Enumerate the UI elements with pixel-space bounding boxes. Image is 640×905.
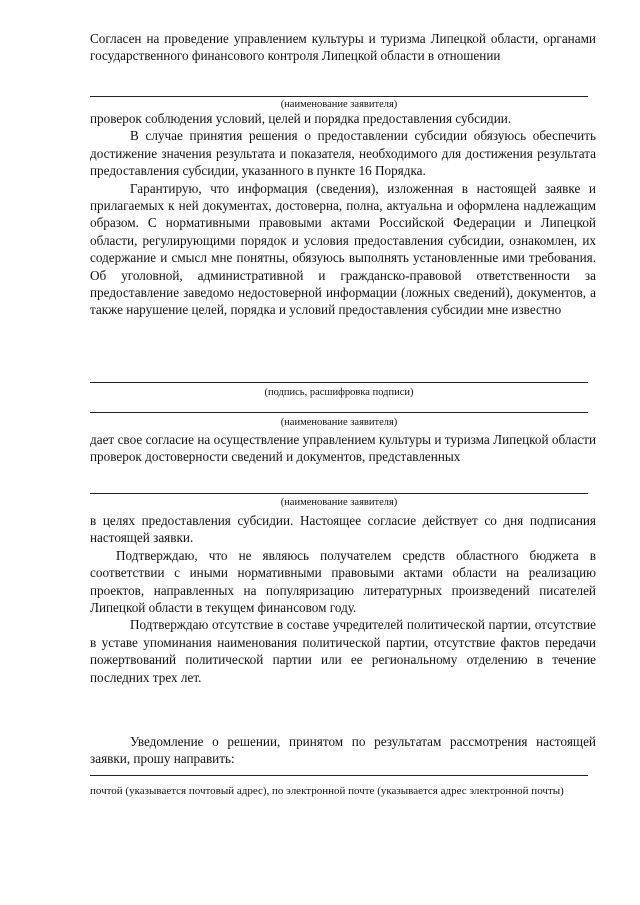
purpose-text: в целях предоставления субсидии. Настоящее согласие действует со дня подписания настоящей заявки. bbox=[90, 513, 596, 546]
guarantee-paragraph: Гарантирую, что информация (сведения), изложенная в настоящей заявке и прилагаемых к ней документах, достоверна, полна, актуальна и оформлена надлежащим образом. С нормативными правовыми актами Российской Федерации и Липецкой области, регулирующими порядок и условия предоставления субсидии, ознакомлен, их содержание и смысл мне понятны, обязуюсь выполнять установленные ими требования. Об уголовной, административной и гражданско-правовой ответственности за предоставление заведомо недостоверной информации (ложных сведений), документов, а также нарушение целей, порядка и условий предоставления субсидии мне известно bbox=[90, 180, 596, 318]
party-confirmation-paragraph: Подтверждаю отсутствие в составе учредителей политической партии, отсутствие в уставе упоминания наименования политической партии, отсутствие фактов передачи пожертвований политической партии или ее региональному отделению в течение последних трех лет. bbox=[90, 617, 596, 685]
notice-paragraph-block bbox=[90, 733, 596, 768]
consent-text: дает свое согласие на осуществление управлением культуры и туризма Липецкой области проверок достоверности сведений и документов, представленных bbox=[90, 432, 596, 465]
notice-paragraph: Уведомление о решении, принятом по результатам рассмотрения настоящей заявки, прошу направить: bbox=[90, 734, 596, 767]
delivery-note: почтой (указывается почтовый адрес), по электронной почте (указывается адрес электронной почты) bbox=[90, 785, 564, 797]
signature-caption: (подпись, расшифровка подписи) bbox=[264, 387, 414, 398]
delivery-address-line[interactable] bbox=[90, 775, 588, 776]
applicant-caption-2: (наименование заявителя) bbox=[280, 417, 398, 428]
applicant-caption-3: (наименование заявителя) bbox=[280, 497, 398, 508]
budget-confirmation-paragraph: Подтверждаю, что не являюсь получателем средств областного бюджета в соответствии с иными нормативными правовыми актами области на реализацию проектов, направленных на популяризацию литературных произведений писателей Липецкой области в текущем финансовом году. bbox=[90, 547, 596, 616]
result-paragraph: В случае принятия решения о предоставлении субсидии обязуюсь обеспечить достижение значения результата и показателя, необходимого для достижения результата предоставления субсидии, указанного в пункте 16 Порядка. bbox=[90, 128, 596, 179]
applicant-name-line-1[interactable] bbox=[90, 96, 588, 97]
checks-text: проверок соблюдения условий, целей и порядка предоставления субсидии. bbox=[90, 111, 512, 126]
checks-and-guarantee-block bbox=[90, 110, 596, 319]
intro-text: Согласен на проведение управлением культуры и туризма Липецкой области, органами государственного финансового контроля Липецкой области в отношении bbox=[90, 31, 596, 64]
applicant-caption-1: (наименование заявителя) bbox=[280, 99, 398, 110]
applicant-name-line-3[interactable] bbox=[90, 493, 588, 494]
applicant-name-line-2[interactable] bbox=[90, 412, 588, 413]
signature-line[interactable] bbox=[90, 382, 588, 383]
confirmations-block bbox=[90, 512, 596, 686]
